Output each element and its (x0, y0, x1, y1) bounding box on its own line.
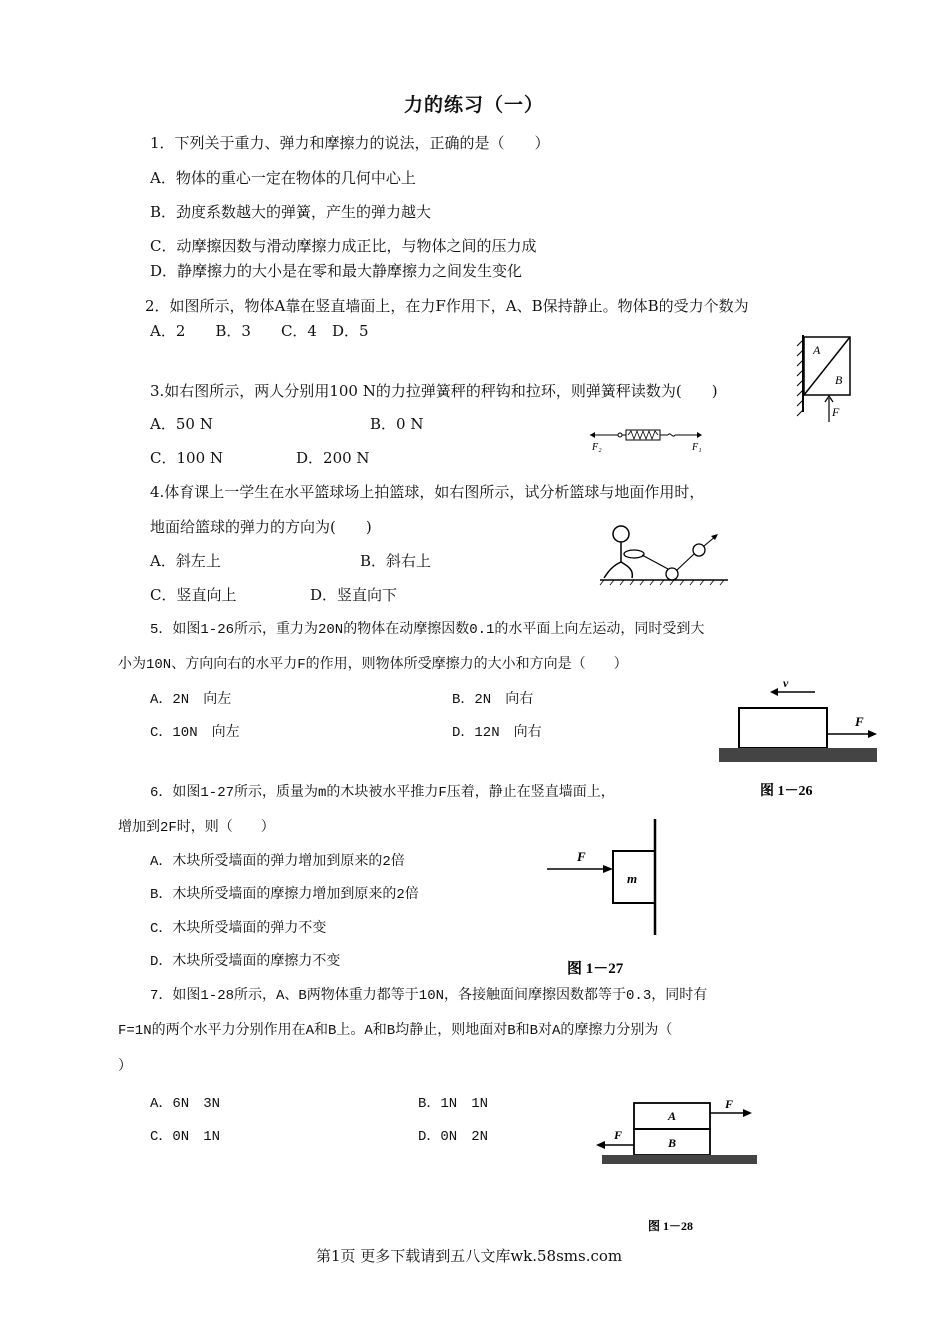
q4-option-b: B．斜右上 (360, 552, 432, 570)
fig-1-28-caption: 图 1－28 (648, 1219, 694, 1233)
q2-label-b: B (835, 373, 843, 387)
basketball-figure (598, 522, 736, 586)
q1-option-d: D．静摩擦力的大小是在零和最大静摩擦力之间发生变化 (150, 262, 523, 280)
fig-1-27-label-m: m (627, 871, 638, 886)
q6-option-c: C．木块所受墙面的弹力不变 (150, 921, 327, 937)
q4-stem-line2: 地面给篮球的弹力的方向为( ) (150, 518, 372, 536)
q1-option-c: C．动摩擦因数与滑动摩擦力成正比，与物体之间的压力成 (150, 237, 537, 255)
fig-1-28-label-f-top: F (725, 1097, 734, 1111)
q4-option-d: D．竖直向下 (310, 586, 398, 604)
fig-1-27 (545, 817, 675, 981)
q7-stem-line1: 7．如图1-28所示，A、B两物体重力都等于10N，各接触面间摩擦因数都等于0.3，同时有 (150, 988, 708, 1004)
q4-option-c: C．竖直向上 (150, 586, 237, 604)
q6-option-d: D．木块所受墙面的摩擦力不变 (150, 954, 341, 970)
q7-option-c: C．0N 1N (150, 1129, 221, 1145)
q6-option-b: B．木块所受墙面的摩擦力增加到原来的2倍 (150, 887, 419, 903)
q5-option-c: C．10N 向左 (150, 725, 240, 741)
q3-label-f1: F₁ (692, 442, 702, 453)
q4-option-a: A．斜左上 (150, 552, 221, 570)
q4-stem-line1: 4.体育课上一学生在水平篮球场上拍篮球，如右图所示，试分析篮球与地面作用时， (150, 483, 705, 501)
q7-stem-line3: ） (118, 1059, 132, 1075)
page-title: 力的练习（一） (404, 94, 545, 116)
page-footer: 第1页 更多下载请到五八文库wk.58sms.com (316, 1247, 623, 1265)
q6-stem-line1: 6．如图1-27所示，质量为m的木块被水平推力F压着，静止在竖直墙面上， (150, 785, 615, 801)
q3-label-f2: F₂ (592, 442, 602, 453)
q5-stem-line2: 小为10N、方向向右的水平力F的作用，则物体所受摩擦力的大小和方向是（ ） (118, 657, 628, 673)
q2-label-a: A (813, 343, 821, 357)
q7-option-d: D．0N 2N (418, 1129, 489, 1145)
q5-option-a: A．2N 向左 (150, 692, 232, 708)
q2-options: A．2 B．3 C．4 D．5 (150, 322, 369, 340)
q1-stem: 1．下列关于重力、弹力和摩擦力的说法，正确的是（ ） (150, 134, 550, 152)
fig-1-28-label-a: A (668, 1109, 677, 1123)
q1-option-b: B．劲度系数越大的弹簧，产生的弹力越大 (150, 203, 432, 221)
fig-1-26 (715, 676, 885, 802)
q3-stem: 3.如右图所示，两人分别用100 N的力拉弹簧秤的秤钩和拉环，则弹簧秤读数为( ) (150, 382, 718, 400)
q1-option-a: A．物体的重心一定在物体的几何中心上 (150, 169, 416, 187)
fig-1-28-label-f-bottom: F (614, 1128, 623, 1142)
q2-figure (795, 330, 857, 426)
q3-option-c: C．100 N (150, 449, 224, 467)
q3-option-a: A．50 N (150, 415, 213, 433)
fig-1-26-caption: 图 1－26 (760, 784, 813, 799)
fig-1-26-label-f: F (855, 714, 864, 729)
q7-stem-line2: F=1N的两个水平力分别作用在A和B上。A和B均静止，则地面对B和B对A的摩擦力分别为（ (118, 1023, 673, 1039)
q5-stem-line1: 5．如图1-26所示，重力为20N的物体在动摩擦因数0.1的水平面上向左运动，同时受到大 (150, 622, 705, 638)
fig-1-28-label-b: B (668, 1136, 677, 1150)
fig-1-27-label-f: F (577, 849, 586, 864)
q5-option-d: D．12N 向右 (452, 725, 542, 741)
q5-option-b: B．2N 向右 (452, 692, 534, 708)
spring-scale-figure (588, 424, 710, 454)
q3-option-d: D．200 N (296, 449, 370, 467)
q2-label-f: F (832, 405, 840, 419)
fig-1-26-label-v: v (783, 676, 789, 690)
q6-option-a: A．木块所受墙面的弹力增加到原来的2倍 (150, 854, 405, 870)
fig-1-28 (592, 1095, 767, 1243)
q7-option-b: B．1N 1N (418, 1096, 489, 1112)
q3-option-b: B．0 N (370, 415, 424, 433)
q6-stem-line2: 增加到2F时，则（ ） (118, 820, 275, 836)
q7-option-a: A．6N 3N (150, 1096, 221, 1112)
fig-1-27-caption: 图 1－27 (567, 961, 624, 977)
q2-stem: 2．如图所示，物体A靠在竖直墙面上，在力F作用下，A、B保持静止。物体B的受力个数为 (145, 297, 749, 315)
